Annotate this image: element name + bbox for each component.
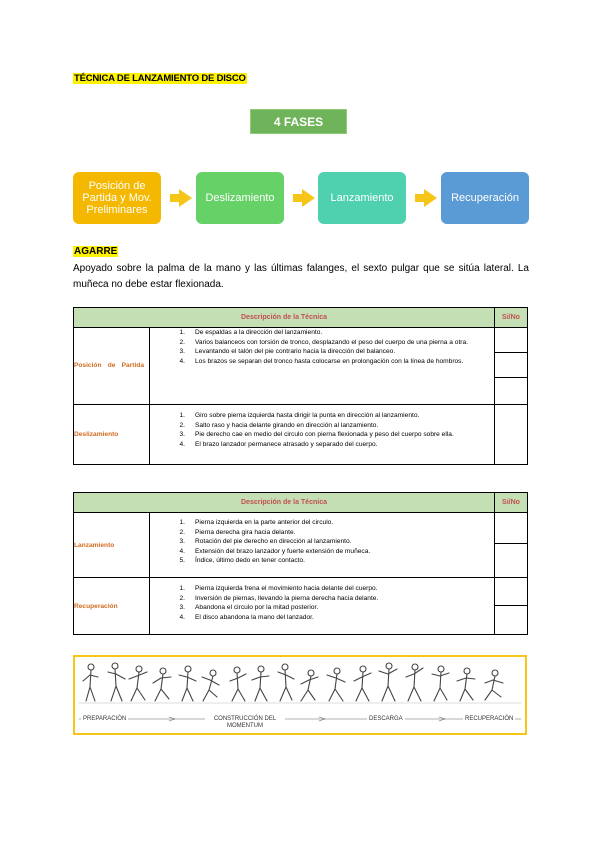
- technique-table-2: [73, 492, 528, 635]
- phase-cell: [74, 578, 150, 635]
- list-item: 1. Pierna izquierda en la parte anterior del circulo.: [179, 519, 334, 526]
- check-cell[interactable]: [495, 328, 527, 353]
- phase-name: Recuperación: [74, 602, 118, 610]
- phase-box-preliminares: [73, 172, 161, 224]
- grip-text: Apoyado sobre la palma de la mano y las últimas falanges, el sexto pulgar que se sitúa lateral. La muñeca no debe estar flexionada.: [73, 263, 529, 290]
- phases-badge: 4 FASES: [250, 109, 347, 134]
- phase-box-deslizamiento: [196, 172, 284, 224]
- arrow-icon: [424, 189, 437, 207]
- list-item: 5. Índice, último dedo en tener contacto.: [179, 557, 305, 564]
- check-cell[interactable]: [495, 378, 527, 403]
- check-cell[interactable]: [495, 353, 527, 378]
- table-row: [74, 578, 528, 635]
- phase-cell: [74, 405, 150, 465]
- phase-cell: [74, 513, 150, 578]
- list-item: 4. El disco abandona la mano del lanzador.: [179, 613, 314, 621]
- phase-label: Lanzamiento: [330, 192, 394, 204]
- list-item: 3. Abandona el circulo por la mitad posterior.: [179, 604, 319, 611]
- table-header-description: Descripción de la Técnica: [74, 308, 495, 328]
- check-cell[interactable]: [495, 513, 527, 544]
- check-cell-group: [495, 328, 528, 405]
- figure-label-descarga: DESCARGA: [369, 716, 403, 722]
- phase-box-recuperacion: [441, 172, 529, 224]
- phase-name: Lanzamiento: [74, 541, 115, 549]
- steps-cell: [150, 328, 495, 405]
- check-cell-group: [495, 578, 528, 635]
- phase-cell: [74, 328, 150, 405]
- steps-cell: [150, 405, 495, 465]
- check-cell[interactable]: [495, 578, 527, 606]
- arrow-icon: [179, 189, 192, 207]
- phase-box-lanzamiento: [318, 172, 406, 224]
- table-row: [74, 513, 528, 578]
- steps-list: [150, 328, 494, 366]
- steps-list: [150, 584, 494, 622]
- steps-list: [150, 411, 494, 449]
- throw-sequence-figure: [73, 655, 527, 735]
- phase-label: Recuperación: [451, 192, 519, 204]
- list-item: 1. Giro sobre pierna izquierda hasta dirigir la punta en dirección al lanzamiento.: [179, 412, 420, 419]
- athlete-sequence-illustration: [75, 657, 525, 733]
- list-item: 2. Inversión de piernas, llevando la pierna derecha hacia delante.: [179, 594, 379, 602]
- table-row: [74, 405, 528, 465]
- list-item: 2. Salto raso y hacia delante girando en dirección al lanzamiento.: [179, 421, 379, 429]
- check-cell[interactable]: [495, 544, 527, 577]
- figure-label-construccion: CONSTRUCCIÓN DEL MOMENTUM: [205, 716, 285, 730]
- steps-cell: [150, 513, 495, 578]
- list-item: 1. De espaldas a la dirección del lanzamiento.: [179, 329, 323, 336]
- table-header-check: Si/No: [495, 493, 528, 513]
- list-item: 4. Extensión del brazo lanzador y fuerte extensión de muñeca.: [179, 547, 371, 555]
- table-row: [74, 328, 528, 405]
- table-header-description: Descripción de la Técnica: [74, 493, 495, 513]
- phase-label: Posición de Partida y Mov. Preliminares: [82, 180, 152, 216]
- page-title: TÉCNICA DE LANZAMIENTO DE DISCO: [74, 73, 246, 84]
- steps-list: [150, 518, 494, 566]
- arrow-icon: [302, 189, 315, 207]
- steps-cell: [150, 578, 495, 635]
- check-cell-group: [495, 513, 528, 578]
- list-item: 3. Rotación del pie derecho en dirección al lanzamiento.: [179, 538, 352, 545]
- list-item: 3. Levantando el talón del pie contrario hacia la dirección del balanceo.: [179, 348, 396, 355]
- check-cell[interactable]: [495, 405, 528, 465]
- list-item: 2. Varios balanceos con torsión de tronco, desplazando el peso del cuerpo de una pierna a otra.: [179, 338, 468, 346]
- table-header-check: Si/No: [495, 308, 528, 328]
- list-item: 4. El brazo lanzador permanece atrasado y separado del cuerpo.: [179, 440, 378, 448]
- technique-table-1: [73, 307, 528, 465]
- phase-label: Deslizamiento: [205, 192, 275, 204]
- list-item: 1. Pierna izquierda frena el movimiento hacia delante del cuerpo.: [179, 585, 378, 592]
- phase-name: Posición de Partida: [74, 362, 144, 369]
- check-cell[interactable]: [495, 606, 527, 634]
- grip-heading: AGARRE: [74, 246, 118, 257]
- list-item: 4. Los brazos se separan del tronco hasta colocarse en prolongación con la línea de hombros.: [179, 357, 464, 365]
- figure-label-preparacion: PREPARACIÓN: [83, 716, 127, 722]
- list-item: 2. Pierna derecha gira hacia delante.: [179, 528, 296, 536]
- phase-name: Deslizamiento: [74, 431, 119, 438]
- list-item: 3. Pie derecho cae en medio del circulo con pierna flexionada y peso del cuerpo sobre ella.: [179, 431, 454, 438]
- figure-label-recuperacion: RECUPERACIÓN: [465, 716, 514, 722]
